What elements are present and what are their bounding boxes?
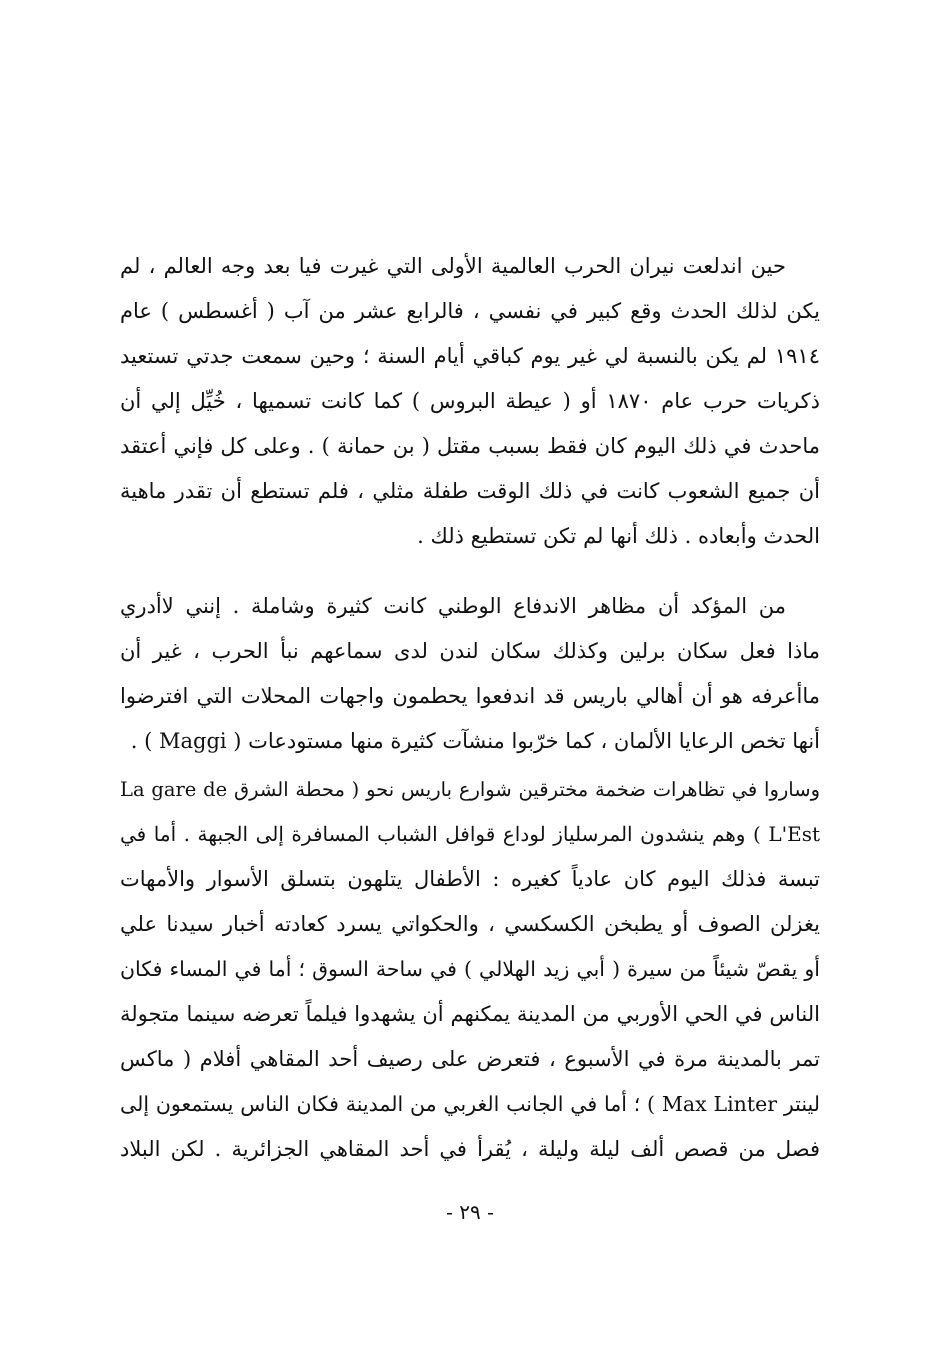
text-line: ماذا فعل سكان برلين وكذلك سكان لندن لدى سماعهم نبأ الحرب ، غير أن bbox=[120, 639, 820, 663]
text-line: L'Est ) وهم ينشدون المرسلياز لوداع قوافل الشباب المسافرة إلى الجبهة . أما في bbox=[120, 822, 821, 846]
text-line: ذكريات حرب عام ١٨٧٠ أو ( عيطة البروس ) كما كانت تسميها ، خُيِّل إلي أن bbox=[120, 389, 820, 413]
text-line: أنها تخص الرعايا الألمان ، كما خرّبوا منشآت كثيرة منها مستودعات ( Maggi ) . bbox=[130, 729, 820, 753]
text-line: يكن لذلك الحدث وقع كبير في نفسي ، فالرابع عشر من آب ( أغسطس ) عام bbox=[120, 299, 820, 323]
text-line: وساروا في تظاهرات ضخمة مخترقين شوارع باريس نحو ( محطة الشرق La gare de bbox=[120, 778, 820, 801]
text-line: فصل من قصص ألف ليلة وليلة ، يُقرأ في أحد المقاهي الجزائرية . لكن البلاد bbox=[120, 1137, 820, 1161]
text-line: أو يقصّ شيئاً من سيرة ( أبي زيد الهلالي ) في ساحة السوق ؛ أما في المساء فكان bbox=[120, 957, 820, 981]
page-number: - ٢٩ - bbox=[446, 1200, 494, 1224]
paragraph-1 bbox=[120, 244, 820, 559]
paragraph-3 bbox=[120, 767, 820, 1172]
text-line: ماحدث في ذلك اليوم كان فقط بسبب مقتل ( بن حمانة ) . وعلى كل فإني أعتقد bbox=[120, 434, 820, 458]
text-line: يغزلن الصوف أو يطبخن الكسكسي ، والحكواتي يسرد كعادته أخبار سيدنا علي bbox=[120, 912, 820, 936]
text-line: الناس في الحي الأوربي من المدينة يمكنهم أن يشهدوا فيلماً تعرضه سينما متجولة bbox=[120, 1002, 820, 1026]
text-line: تبسة فذلك اليوم كان عادياً كغيره : الأطفال يتلهون بتسلق الأسوار والأمهات bbox=[120, 867, 820, 891]
paragraph-2 bbox=[120, 584, 820, 764]
text-line: أن جميع الشعوب كانت في ذلك الوقت طفلة مثلي ، فلم تستطع أن تقدر ماهية bbox=[120, 479, 820, 503]
text-line: ماأعرفه هو أن أهالي باريس قد اندفعوا يحطمون واجهات المحلات التي افترضوا bbox=[120, 684, 820, 708]
text-line: من المؤكد أن مظاهر الاندفاع الوطني كانت كثيرة وشاملة . إنني لاأدري bbox=[120, 594, 786, 618]
text-line: تمر بالمدينة مرة في الأسبوع ، فتعرض على رصيف أحد المقاهي أفلام ( ماكس bbox=[120, 1047, 820, 1071]
text-line: ١٩١٤ لم يكن بالنسبة لي غير يوم كباقي أيام السنة ؛ وحين سمعت جدتي تستعيد bbox=[120, 344, 820, 368]
text-line: حين اندلعت نيران الحرب العالمية الأولى التي غيرت فيا بعد وجه العالم ، لم bbox=[120, 254, 786, 278]
text-line: لينتر Max Linter ) ؛ أما في الجانب الغربي من المدينة فكان الناس يستمعون إلى bbox=[120, 1092, 820, 1116]
text-line: الحدث وأبعاده . ذلك أنها لم تكن تستطيع ذلك . bbox=[417, 524, 820, 548]
